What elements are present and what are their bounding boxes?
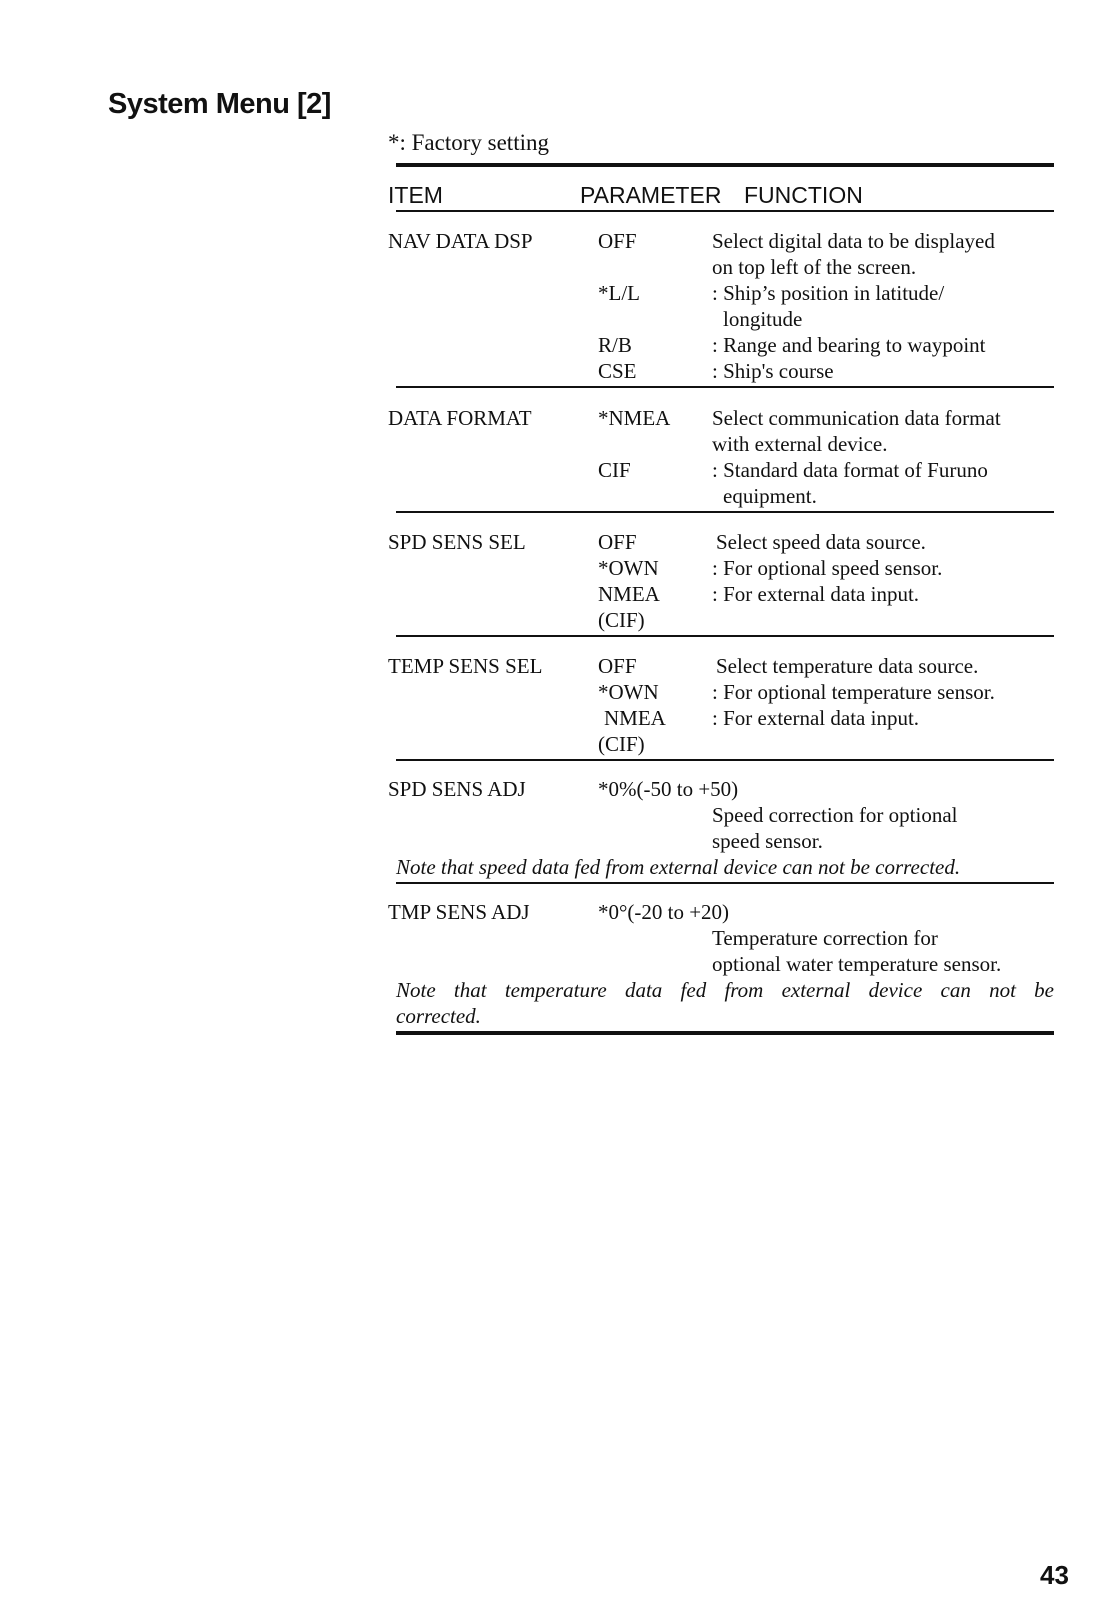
function-text: Select speed data source. [716,530,926,554]
function-text: : For optional speed sensor. [712,556,943,580]
header-rule [396,210,1054,212]
param-off: OFF [598,530,637,554]
row-divider [396,511,1054,513]
note: Note that temperature data fed from external device can not be [396,978,1054,1002]
item-nav-data-dsp: NAV DATA DSP [388,229,533,253]
param-ll: *L/L [598,281,640,305]
item-tmp-sens-adj: TMP SENS ADJ [388,900,530,924]
function-text: Select digital data to be displayed [712,229,995,253]
function-text: speed sensor. [712,829,823,853]
item-spd-sens-sel: SPD SENS SEL [388,530,526,554]
row-divider [396,882,1054,884]
header-parameter: PARAMETER [580,182,722,208]
table-top-rule [396,163,1054,167]
function-text: : Range and bearing to waypoint [712,333,986,357]
function-text: on top left of the screen. [712,255,917,279]
page-number: 43 [1040,1560,1069,1590]
param-nmea: *NMEA [598,406,671,430]
note: Note that speed data fed from external device can not be corrected. [396,855,961,879]
param-cif: (CIF) [598,732,645,756]
param-off: OFF [598,654,637,678]
row-divider [396,759,1054,761]
function-text: : Ship’s position in latitude/ [712,281,945,305]
function-text: Speed correction for optional [712,803,958,827]
function-text: : For external data input. [712,706,920,730]
param-range: *0%(-50 to +50) [598,777,739,801]
function-text: equipment. [723,484,817,508]
row-divider [396,635,1054,637]
function-text: with external device. [712,432,888,456]
function-text: : For external data input. [712,582,920,606]
function-text: longitude [723,307,803,331]
param-nmea: NMEA [604,706,666,730]
function-text: : Ship's course [712,359,834,383]
function-text: optional water temperature sensor. [712,952,1002,976]
param-cif: (CIF) [598,608,645,632]
function-text: : Standard data format of Furuno [712,458,988,482]
param-cse: CSE [598,359,637,383]
factory-setting-legend: *: Factory setting [388,130,549,155]
function-text: Select temperature data source. [716,654,979,678]
item-temp-sens-sel: TEMP SENS SEL [388,654,543,678]
param-own: *OWN [598,556,659,580]
item-spd-sens-adj: SPD SENS ADJ [388,777,526,801]
param-nmea: NMEA [598,582,660,606]
row-divider [396,386,1054,388]
param-own: *OWN [598,680,659,704]
param-range: *0°(-20 to +20) [598,900,730,924]
header-item: ITEM [388,182,443,208]
function-text: Select communication data format [712,406,1001,430]
note: corrected. [396,1004,481,1028]
param-off: OFF [598,229,637,253]
param-rb: R/B [598,333,632,357]
param-cif: CIF [598,458,631,482]
header-function: FUNCTION [744,182,863,208]
page-title: System Menu [2] [108,88,331,120]
function-text: Temperature correction for [712,926,938,950]
function-text: : For optional temperature sensor. [712,680,995,704]
table-bottom-rule [396,1031,1054,1035]
item-data-format: DATA FORMAT [388,406,532,430]
